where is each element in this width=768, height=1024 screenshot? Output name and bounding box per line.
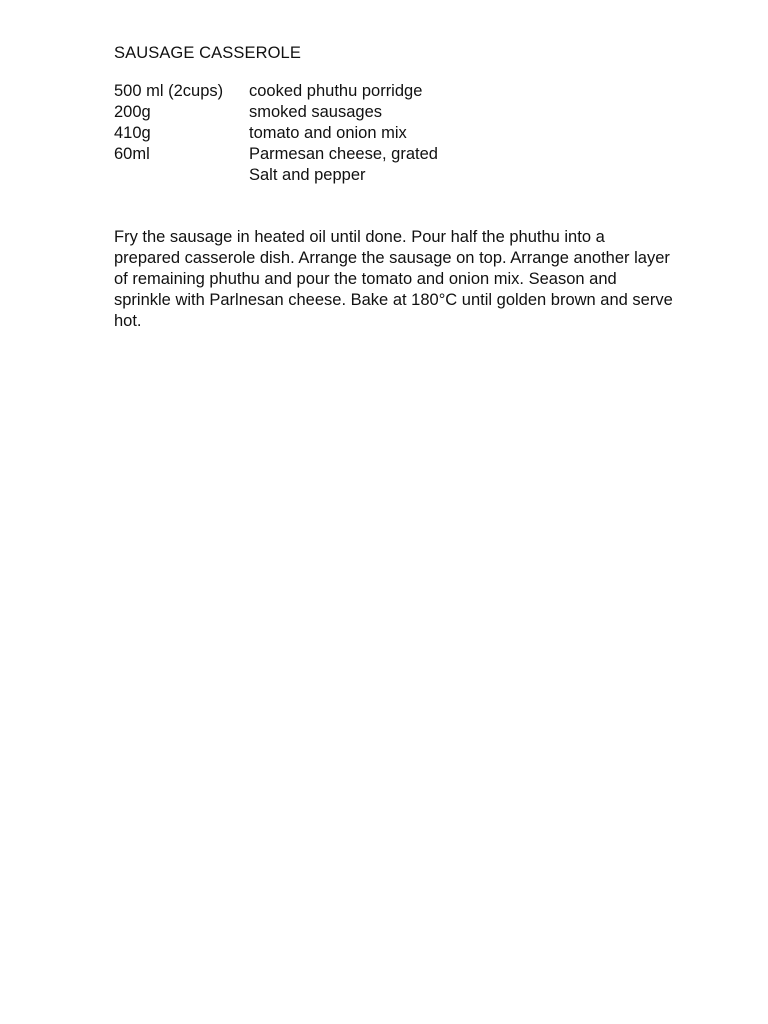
ingredient-name: Salt and pepper <box>249 166 366 184</box>
ingredient-quantity: 200g <box>114 103 151 121</box>
ingredient-name: cooked phuthu porridge <box>249 82 423 100</box>
ingredient-name: Parmesan cheese, grated <box>249 145 438 163</box>
ingredient-quantity: 60ml <box>114 145 150 163</box>
method-paragraph: Fry the sausage in heated oil until done. Pour half the phuthu into a prepared casserole dish. Arrange the sausage on top. Arrange another layer of remaining phuthu and pour the tomato and onion mix. Season and sprinkle with Parlnesan cheese. Bake at 180°C until golden brown and serve hot. <box>114 228 673 330</box>
ingredient-row <box>114 165 674 186</box>
ingredient-row <box>114 81 674 102</box>
recipe-title: SAUSAGE CASSEROLE <box>114 44 301 62</box>
ingredient-row <box>114 144 674 165</box>
ingredients-list <box>114 81 674 186</box>
ingredient-quantity <box>114 165 249 186</box>
ingredient-row <box>114 123 674 144</box>
ingredient-name: smoked sausages <box>249 103 382 121</box>
ingredient-row <box>114 102 674 123</box>
ingredient-name: tomato and onion mix <box>249 124 407 142</box>
ingredient-quantity: 500 ml (2cups) <box>114 82 224 100</box>
ingredient-quantity: 410g <box>114 124 151 142</box>
document-page <box>114 43 674 332</box>
